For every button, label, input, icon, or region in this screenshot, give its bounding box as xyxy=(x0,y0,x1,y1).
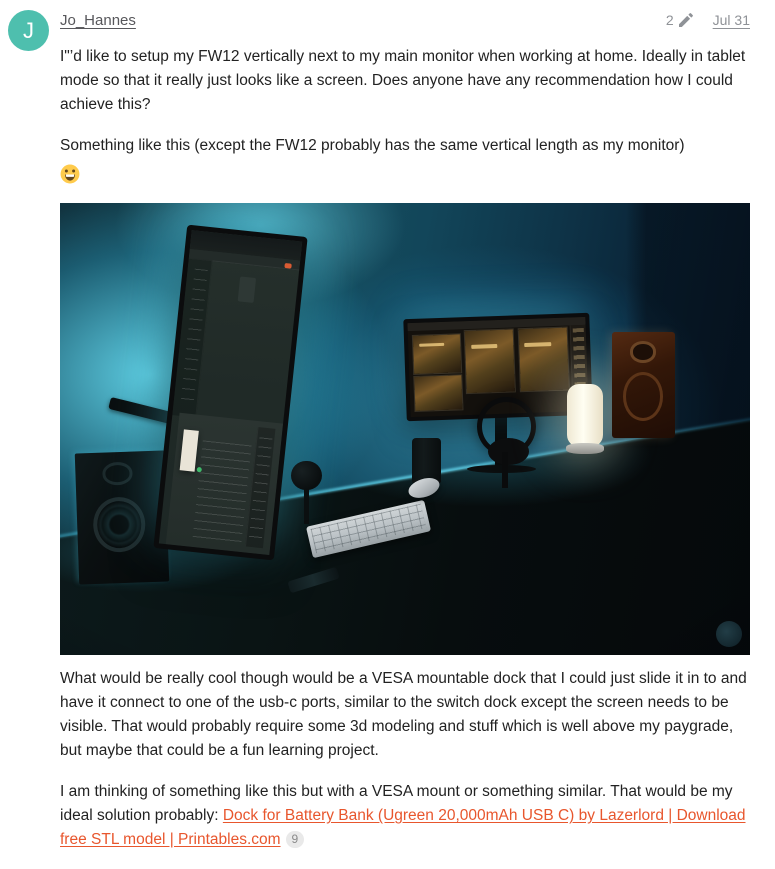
username-link[interactable]: Jo_Hannes xyxy=(60,12,136,29)
avatar-letter: J xyxy=(23,17,34,43)
paragraph-4 xyxy=(60,780,750,852)
paragraph-4-text: I am thinking of something like this but with a VESA mount or something similar. That would be my ideal solution probably: xyxy=(60,783,733,824)
post-image-desk-setup[interactable] xyxy=(60,203,750,655)
post-date-link[interactable]: Jul 31 xyxy=(712,12,750,28)
edit-count: 2 xyxy=(665,12,674,28)
pencil-icon xyxy=(679,13,693,27)
post-header xyxy=(60,12,750,29)
photo-vignette xyxy=(60,203,750,655)
photo-watermark-icon xyxy=(716,621,742,647)
smiley-emoji xyxy=(60,164,80,184)
post-content xyxy=(60,10,750,869)
paragraph-3: What would be really cool though would be a VESA mountable dock that I could just slide it in to and have it connect to one of the usb-c ports, similar to the switch dock except the screen needs to be visible. That would probably require some 3d modeling and stuff which is well above my paygrade, but maybe that could be a fun learning project. xyxy=(60,670,747,759)
printables-link[interactable]: Dock for Battery Bank (Ugreen 20,000mAh USB C) by Lazerlord | Download free STL model | Printables.com xyxy=(60,807,746,848)
paragraph-2: Something like this (except the FW12 probably has the same vertical length as my monitor) xyxy=(60,137,685,154)
edit-history-button[interactable] xyxy=(666,12,693,28)
avatar-column xyxy=(0,10,60,869)
link-click-count-badge: 9 xyxy=(286,831,305,848)
emoji-line xyxy=(60,162,750,186)
avatar[interactable] xyxy=(8,10,49,51)
paragraph-1: I"’d like to setup my FW12 vertically next to my main monitor when working at home. Ideally in tablet mode so that it really just looks like a screen. Does anyone have any recommendation how I could achieve this? xyxy=(60,48,746,113)
